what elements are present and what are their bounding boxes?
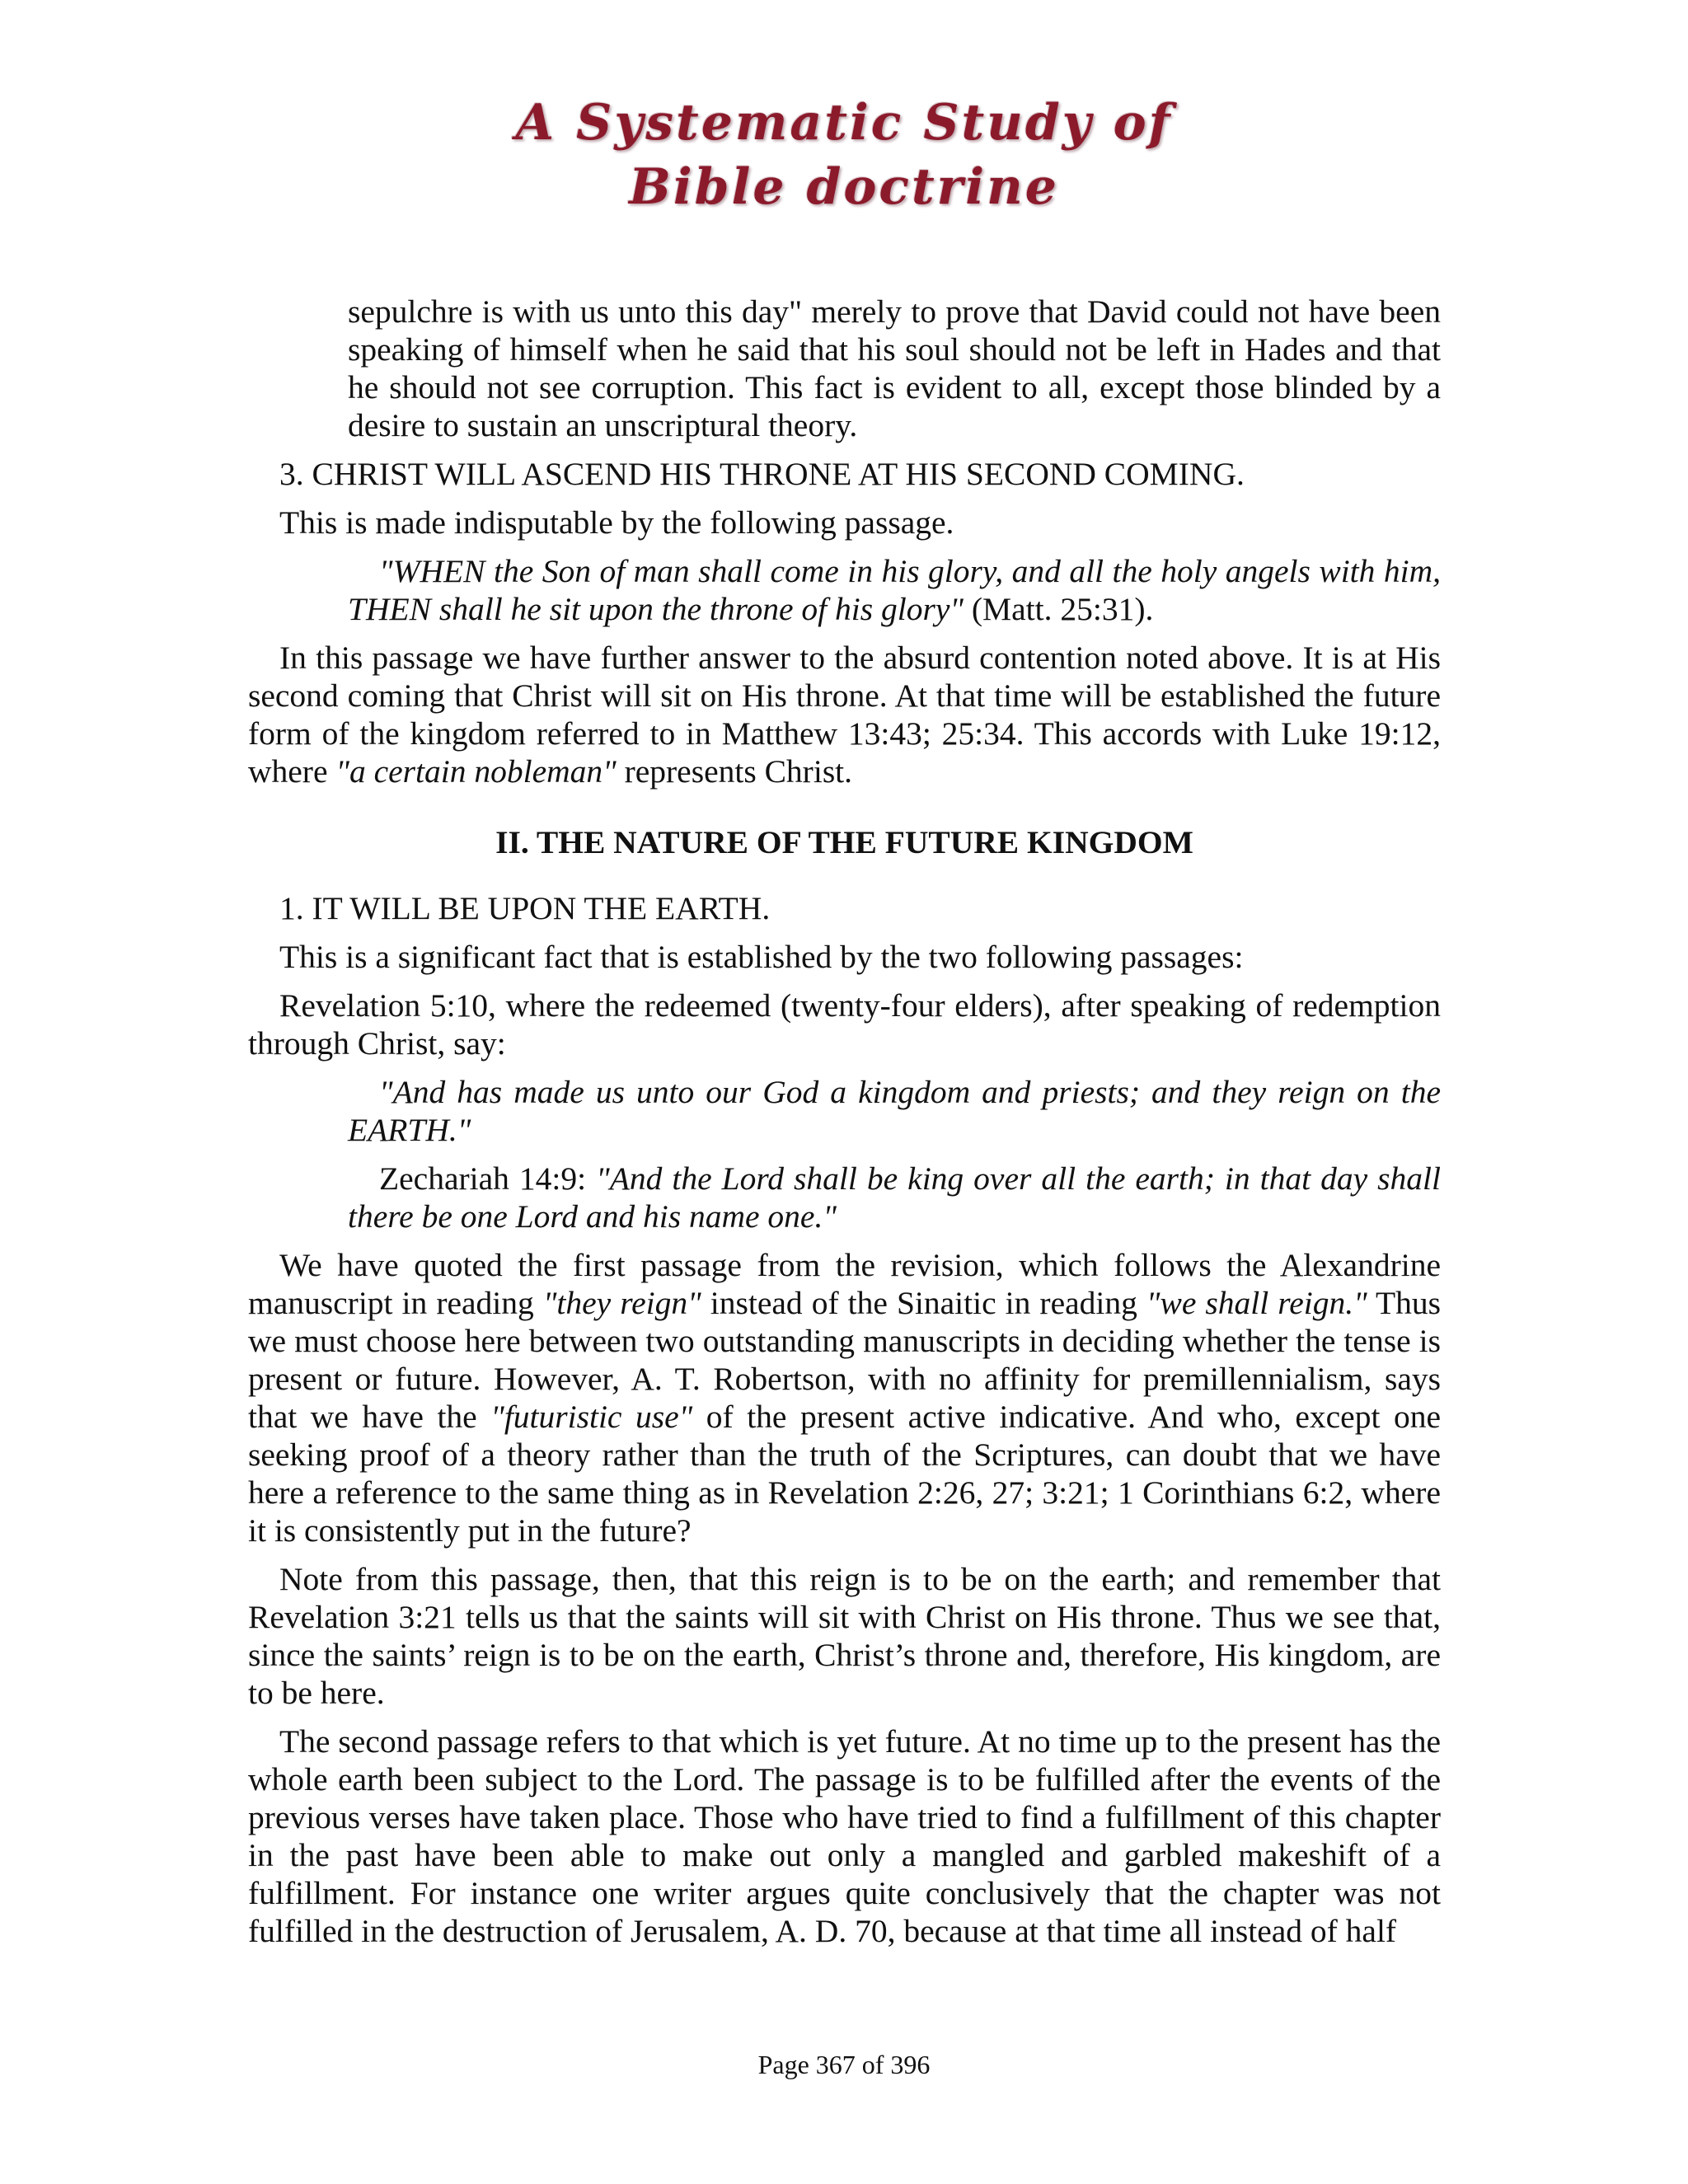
quote-zechariah-text: "And the Lord shall be king over all the earth; in that day shall there be one Lord and his name one." — [348, 1160, 1441, 1235]
paragraph-revision — [248, 1246, 1441, 1549]
header-title-line-1: A Systematic Study of — [515, 94, 1173, 152]
paragraph-significant-fact: This is a significant fact that is established by the two following passages: — [279, 939, 1244, 975]
point-3-heading: 3. CHRIST WILL ASCEND HIS THRONE AT HIS SECOND COMING. — [279, 456, 1245, 492]
page-number: Page 367 of 396 — [757, 2050, 931, 2079]
quote-zechariah — [348, 1160, 1441, 1235]
header-title-line-2: Bible doctrine — [629, 158, 1059, 216]
paragraph-revision-d: of the present active indicative. And who, except one seeking proof of a theory rather than the truth of the Scriptures, can doubt that we have here a reference to the same thing as in Revelation 2:26, 27; 3:21; 1 Corinthians 6:2, where it is consistently put in the future? — [248, 1399, 1441, 1549]
paragraph-further-answer-italic: "a certain nobleman" — [335, 753, 617, 790]
paragraph-indisputable: This is made indisputable by the following passage. — [279, 504, 954, 541]
point-1-heading: 1. IT WILL BE UPON THE EARTH. — [279, 890, 771, 926]
paragraph-revision-c: Thus we must choose here between two outstanding manuscripts in deciding whether the tense is present or future. However, A. T. Robertson, with no affinity for premillennialism, says that we have the — [248, 1285, 1441, 1435]
quote-zechariah-ref: Zechariah 14:9: — [379, 1160, 597, 1197]
page-content — [248, 293, 1441, 1961]
paragraph-revelation: Revelation 5:10, where the redeemed (twenty-four elders), after speaking of redemption through Christ, say: — [248, 987, 1441, 1062]
paragraph-further-answer — [248, 639, 1441, 790]
page-header — [0, 91, 1688, 219]
quote-revelation — [348, 1073, 1441, 1149]
paragraph-further-answer-end: represents Christ. — [616, 753, 853, 790]
section-heading: II. THE NATURE OF THE FUTURE KINGDOM — [495, 824, 1193, 860]
paragraph-further-answer-text: In this passage we have further answer to the absurd contention noted above. It is at His second coming that Christ will sit on His throne. At that time will be established the future form of the kingdom referred to in Matthew 13:43; 25:34. This accords with Luke 19:12, where — [248, 640, 1441, 790]
paragraph-note: Note from this passage, then, that this reign is to be on the earth; and remember that Revelation 3:21 tells us that the saints will sit with Christ on His throne. Thus we see that, since the saints’ reign is to be on the earth, Christ’s throne and, therefore, His kingdom, are to be here. — [248, 1561, 1441, 1711]
quote-matthew-ref: (Matt. 25:31). — [963, 591, 1154, 627]
paragraph-second-passage: The second passage refers to that which is yet future. At no time up to the present has the whole earth been subject to the Lord. The passage is to be fulfilled after the events of the previous verses have taken place. Those who have tried to find a fulfillment of this chapter in the past have been able to make out only a mangled and garbled makeshift of a fulfillment. For instance one writer argues quite conclusively that the chapter was not fulfilled in the destruction of Jerusalem, A. D. 70, because at that time all instead of half — [248, 1723, 1441, 1949]
paragraph-revision-b: instead of the Sinaitic in reading — [701, 1285, 1146, 1321]
paragraph-revision-a: We have quoted the first passage from the revision, which follows the Alexandrine manuscript in reading — [248, 1247, 1441, 1321]
paragraph-revision-i1: "they reign" — [542, 1285, 701, 1321]
quote-revelation-text: "And has made us unto our God a kingdom and priests; and they reign on the EARTH." — [348, 1074, 1441, 1148]
quote-matthew — [348, 552, 1441, 628]
paragraph-sepulchre: sepulchre is with us unto this day" merely to prove that David could not have been speaking of himself when he said that his soul should not be left in Hades and that he should not see corruption. This fact is evident to all, except those blinded by a desire to sustain an unscriptural theory. — [348, 293, 1441, 443]
paragraph-revision-i2: "we shall reign." — [1146, 1285, 1367, 1321]
quote-matthew-text: "WHEN the Son of man shall come in his glory, and all the holy angels with him, THEN shall he sit upon the throne of his glory" — [348, 553, 1441, 627]
paragraph-revision-i3: "futuristic use" — [490, 1399, 693, 1435]
